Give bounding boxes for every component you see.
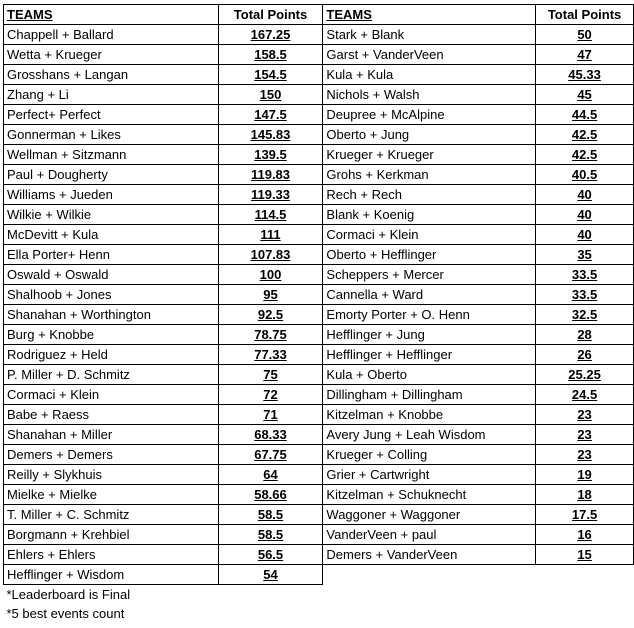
- table-row: [4, 385, 634, 405]
- team-name: Hefflinger + Hefflinger: [323, 345, 536, 365]
- table-row: [4, 545, 634, 565]
- team-points: 42.5: [536, 125, 634, 145]
- team-points: 111: [218, 225, 323, 245]
- team-name: Kitzelman + Knobbe: [323, 405, 536, 425]
- team-name: Borgmann + Krehbiel: [4, 525, 219, 545]
- table-row: [4, 565, 634, 585]
- left-points-header: Total Points: [218, 5, 323, 25]
- team-name: Babe + Raess: [4, 405, 219, 425]
- table-row: [4, 65, 634, 85]
- team-points: 147.5: [218, 105, 323, 125]
- header-row: [4, 5, 634, 25]
- team-name: Oswald + Oswald: [4, 265, 219, 285]
- team-points: 18: [536, 485, 634, 505]
- leaderboard-table: [3, 4, 634, 623]
- empty-cell: [536, 565, 634, 585]
- team-points: 154.5: [218, 65, 323, 85]
- team-points: 158.5: [218, 45, 323, 65]
- team-points: 50: [536, 25, 634, 45]
- note-row: [4, 585, 634, 605]
- team-points: 40: [536, 225, 634, 245]
- team-name: Kula + Oberto: [323, 365, 536, 385]
- team-points: 139.5: [218, 145, 323, 165]
- leaderboard-note: *Leaderboard is Final: [6, 587, 131, 602]
- table-row: [4, 45, 634, 65]
- note-row: [4, 604, 634, 623]
- team-name: Grier + Cartwright: [323, 465, 536, 485]
- team-points: 145.83: [218, 125, 323, 145]
- table-row: [4, 465, 634, 485]
- team-name: Blank + Koenig: [323, 205, 536, 225]
- team-name: Emorty Porter + O. Henn: [323, 305, 536, 325]
- table-row: [4, 445, 634, 465]
- team-points: 150: [218, 85, 323, 105]
- table-row: [4, 405, 634, 425]
- team-points: 19: [536, 465, 634, 485]
- table-row: [4, 85, 634, 105]
- team-points: 25.25: [536, 365, 634, 385]
- table-row: [4, 425, 634, 445]
- table-row: [4, 225, 634, 245]
- team-name: Kitzelman + Schuknecht: [323, 485, 536, 505]
- team-name: Perfect+ Perfect: [4, 105, 219, 125]
- team-points: 58.5: [218, 525, 323, 545]
- team-name: Shalhoob + Jones: [4, 285, 219, 305]
- team-points: 42.5: [536, 145, 634, 165]
- team-name: Grosshans + Langan: [4, 65, 219, 85]
- table-row: [4, 205, 634, 225]
- team-name: VanderVeen + paul: [323, 525, 536, 545]
- right-teams-header: TEAMS: [323, 5, 536, 25]
- leaderboard-note: *5 best events count: [6, 606, 125, 621]
- team-points: 23: [536, 405, 634, 425]
- team-points: 77.33: [218, 345, 323, 365]
- team-name: Scheppers + Mercer: [323, 265, 536, 285]
- team-name: Mielke + Mielke: [4, 485, 219, 505]
- team-name: Krueger + Krueger: [323, 145, 536, 165]
- team-name: T. Miller + C. Schmitz: [4, 505, 219, 525]
- team-points: 72: [218, 385, 323, 405]
- team-points: 17.5: [536, 505, 634, 525]
- team-points: 56.5: [218, 545, 323, 565]
- team-name: Chappell + Ballard: [4, 25, 219, 45]
- team-points: 119.33: [218, 185, 323, 205]
- table-row: [4, 525, 634, 545]
- team-name: Rech + Rech: [323, 185, 536, 205]
- table-row: [4, 265, 634, 285]
- team-name: Ehlers + Ehlers: [4, 545, 219, 565]
- team-points: 16: [536, 525, 634, 545]
- table-row: [4, 285, 634, 305]
- team-name: Ella Porter+ Henn: [4, 245, 219, 265]
- team-name: Wilkie + Wilkie: [4, 205, 219, 225]
- team-points: 15: [536, 545, 634, 565]
- team-points: 45: [536, 85, 634, 105]
- table-row: [4, 165, 634, 185]
- team-points: 23: [536, 445, 634, 465]
- team-points: 119.83: [218, 165, 323, 185]
- team-name: Reilly + Slykhuis: [4, 465, 219, 485]
- team-name: Burg + Knobbe: [4, 325, 219, 345]
- team-points: 78.75: [218, 325, 323, 345]
- team-name: Waggoner + Waggoner: [323, 505, 536, 525]
- team-name: Paul + Dougherty: [4, 165, 219, 185]
- team-points: 40: [536, 185, 634, 205]
- empty-cell: [323, 565, 536, 585]
- team-name: Stark + Blank: [323, 25, 536, 45]
- team-name: Cormaci + Klein: [323, 225, 536, 245]
- team-points: 23: [536, 425, 634, 445]
- team-name: Zhang + Li: [4, 85, 219, 105]
- team-points: 26: [536, 345, 634, 365]
- team-name: Wellman + Sitzmann: [4, 145, 219, 165]
- team-name: Oberto + Jung: [323, 125, 536, 145]
- team-points: 68.33: [218, 425, 323, 445]
- team-points: 71: [218, 405, 323, 425]
- team-name: Garst + VanderVeen: [323, 45, 536, 65]
- table-row: [4, 485, 634, 505]
- table-row: [4, 305, 634, 325]
- table-row: [4, 345, 634, 365]
- team-name: Demers + Demers: [4, 445, 219, 465]
- team-points: 54: [218, 565, 323, 585]
- team-points: 24.5: [536, 385, 634, 405]
- team-points: 40.5: [536, 165, 634, 185]
- team-points: 95: [218, 285, 323, 305]
- team-points: 45.33: [536, 65, 634, 85]
- table-row: [4, 105, 634, 125]
- team-points: 100: [218, 265, 323, 285]
- team-points: 33.5: [536, 265, 634, 285]
- team-name: Dillingham + Dillingham: [323, 385, 536, 405]
- team-points: 58.5: [218, 505, 323, 525]
- table-row: [4, 145, 634, 165]
- team-name: Shanahan + Worthington: [4, 305, 219, 325]
- team-points: 32.5: [536, 305, 634, 325]
- team-name: Oberto + Hefflinger: [323, 245, 536, 265]
- team-name: Rodriguez + Held: [4, 345, 219, 365]
- team-points: 167.25: [218, 25, 323, 45]
- table-row: [4, 125, 634, 145]
- table-row: [4, 245, 634, 265]
- team-points: 40: [536, 205, 634, 225]
- team-points: 75: [218, 365, 323, 385]
- team-points: 28: [536, 325, 634, 345]
- team-name: Demers + VanderVeen: [323, 545, 536, 565]
- team-points: 58.66: [218, 485, 323, 505]
- team-name: Nichols + Walsh: [323, 85, 536, 105]
- team-name: Cannella + Ward: [323, 285, 536, 305]
- team-name: Wetta + Krueger: [4, 45, 219, 65]
- team-name: Hefflinger + Jung: [323, 325, 536, 345]
- table-row: [4, 365, 634, 385]
- team-name: Cormaci + Klein: [4, 385, 219, 405]
- team-name: Kula + Kula: [323, 65, 536, 85]
- team-name: Gonnerman + Likes: [4, 125, 219, 145]
- team-points: 33.5: [536, 285, 634, 305]
- team-name: Grohs + Kerkman: [323, 165, 536, 185]
- team-name: Deupree + McAlpine: [323, 105, 536, 125]
- team-name: Krueger + Colling: [323, 445, 536, 465]
- team-name: Shanahan + Miller: [4, 425, 219, 445]
- team-points: 114.5: [218, 205, 323, 225]
- leaderboard-sheet: [3, 4, 634, 623]
- table-row: [4, 25, 634, 45]
- team-points: 47: [536, 45, 634, 65]
- team-points: 67.75: [218, 445, 323, 465]
- table-row: [4, 505, 634, 525]
- team-points: 35: [536, 245, 634, 265]
- team-points: 44.5: [536, 105, 634, 125]
- table-row: [4, 325, 634, 345]
- team-name: Avery Jung + Leah Wisdom: [323, 425, 536, 445]
- team-name: Williams + Jueden: [4, 185, 219, 205]
- team-points: 92.5: [218, 305, 323, 325]
- team-points: 64: [218, 465, 323, 485]
- table-row: [4, 185, 634, 205]
- left-teams-header: TEAMS: [4, 5, 219, 25]
- team-name: McDevitt + Kula: [4, 225, 219, 245]
- team-points: 107.83: [218, 245, 323, 265]
- team-name: Hefflinger + Wisdom: [4, 565, 219, 585]
- team-name: P. Miller + D. Schmitz: [4, 365, 219, 385]
- right-points-header: Total Points: [536, 5, 634, 25]
